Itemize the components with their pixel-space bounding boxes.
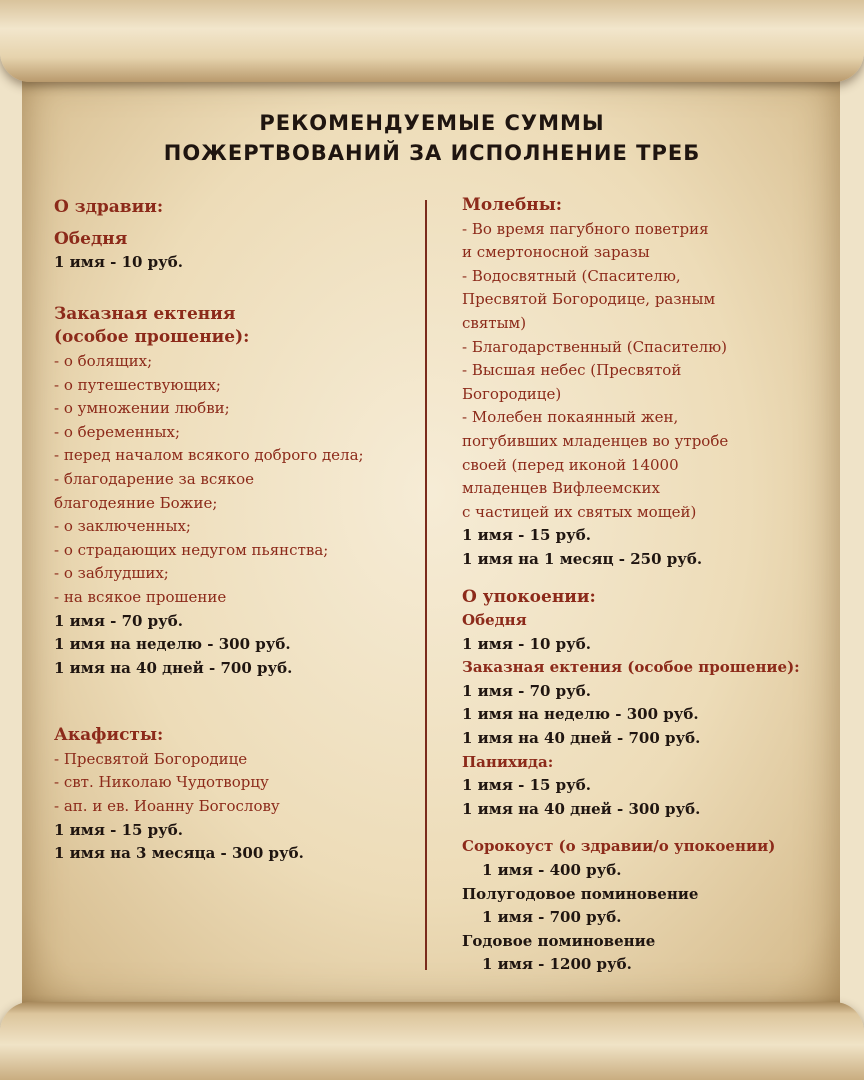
price-line: 1 имя на 40 дней - 700 руб. (54, 658, 293, 677)
list-item: - о страдающих недугом пьянства; (54, 540, 329, 559)
list-item: - перед началом всякого доброго дела; (54, 446, 364, 465)
title-line-1: РЕКОМЕНДУЕМЫЕ СУММЫ (259, 111, 605, 135)
scroll-top-roll (0, 0, 864, 82)
right-column (462, 194, 842, 977)
panikhida-title: Панихида: (462, 752, 554, 771)
akafisty-title: Акафисты: (54, 725, 164, 746)
left-column (54, 196, 424, 866)
list-item: - Молебен покаянный жен, (462, 408, 679, 427)
ektenia-title-2: (особое прошение): (54, 327, 250, 348)
obednya-price: 1 имя - 10 руб. (54, 253, 183, 272)
ektenia-title-repose: Заказная ектения (особое прошение): (462, 658, 800, 677)
molebny-title: Молебны: (462, 195, 563, 215)
list-item: - о заблудших; (54, 564, 169, 583)
list-item: благодеяние Божие; (54, 493, 218, 512)
sorokoust-title: Сорокоуст (о здравии/о упокоении) (462, 837, 776, 856)
list-item: - ап. и ев. Иоанну Богослову (54, 797, 280, 816)
list-item: - о путешествующих; (54, 375, 221, 394)
price-line: 1 имя - 70 руб. (54, 611, 183, 630)
obednya-title: Обедня (54, 228, 128, 249)
price-line: 1 имя на неделю - 300 руб. (462, 705, 699, 724)
page-title (0, 108, 864, 168)
list-item: - Водосвятный (Спасителю, (462, 266, 681, 285)
price-line: 1 имя - 1200 руб. (482, 955, 632, 974)
price-line: 1 имя - 15 руб. (462, 776, 591, 795)
list-item: - Высшая небес (Пресвятой (462, 361, 682, 380)
ektenia-title-1: Заказная ектения (54, 303, 236, 324)
price-line: 1 имя - 400 руб. (482, 861, 622, 880)
list-item: - свт. Николаю Чудотворцу (54, 773, 269, 792)
scroll-bottom-roll (0, 1002, 864, 1080)
list-item: своей (перед иконой 14000 (462, 455, 679, 474)
list-item: - на всякое прошение (54, 587, 227, 606)
polugod-title: Полугодовое поминовение (462, 884, 699, 903)
list-item: Богородице) (462, 384, 562, 403)
list-item: - о заключенных; (54, 517, 191, 536)
price-line: 1 имя на 40 дней - 300 руб. (462, 799, 701, 818)
list-item: Пресвятой Богородице, разным (462, 290, 716, 309)
price-line: 1 имя на 40 дней - 700 руб. (462, 729, 701, 748)
list-item: и смертоносной заразы (462, 243, 650, 262)
column-divider (425, 200, 427, 970)
list-item: младенцев Вифлеемских (462, 479, 660, 498)
price-line: 1 имя - 10 руб. (462, 634, 591, 653)
list-item: святым) (462, 313, 527, 332)
godovoe-title: Годовое поминовение (462, 931, 656, 950)
price-line: 1 имя - 15 руб. (54, 820, 183, 839)
list-item: - о беременных; (54, 422, 181, 441)
section-heading-repose: О упокоении: (462, 586, 596, 607)
list-item: - Пресвятой Богородице (54, 749, 248, 768)
list-item: - Во время пагубного поветрия (462, 219, 709, 238)
price-line: 1 имя на 1 месяц - 250 руб. (462, 549, 703, 568)
price-line: 1 имя - 70 руб. (462, 681, 591, 700)
title-line-2: ПОЖЕРТВОВАНИЙ ЗА ИСПОЛНЕНИЕ ТРЕБ (163, 141, 701, 165)
list-item: - о болящих; (54, 351, 153, 370)
list-item: с частицей их святых мощей) (462, 502, 697, 521)
list-item: - благодарение за всякое (54, 469, 255, 488)
price-line: 1 имя - 15 руб. (462, 526, 591, 545)
list-item: - Благодарственный (Спасителю) (462, 337, 728, 356)
price-line: 1 имя на 3 месяца - 300 руб. (54, 844, 304, 863)
list-item: погубивших младенцев во утробе (462, 431, 729, 450)
price-line: 1 имя на неделю - 300 руб. (54, 635, 291, 654)
price-line: 1 имя - 700 руб. (482, 908, 622, 927)
obednya-title-repose: Обедня (462, 611, 527, 630)
list-item: - о умножении любви; (54, 399, 230, 418)
section-heading-health: О здравии: (54, 197, 164, 217)
